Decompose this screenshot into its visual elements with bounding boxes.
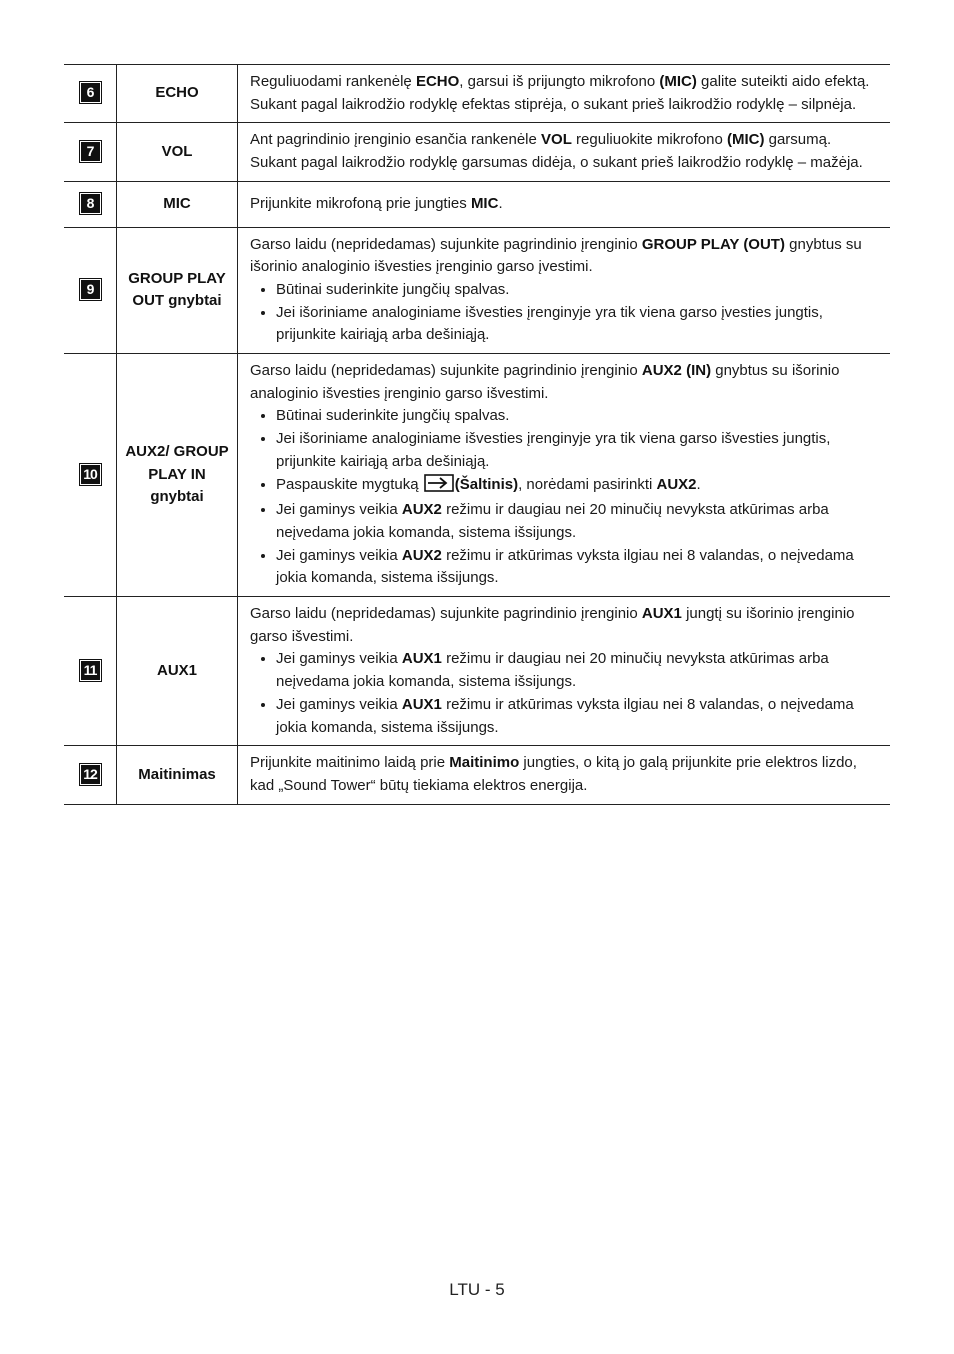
list-item: • Jei išoriniame analoginiame išvesties įrenginyje yra tik viena garso įvesties jungtis, prijunkite kairiąją arba dešiniąją. — [276, 302, 882, 347]
row-name: ECHO — [155, 84, 199, 102]
row-name: VOL — [161, 142, 193, 160]
row-name: MIC — [163, 194, 191, 212]
table-row — [64, 354, 890, 597]
row-description: Prijunkite mikrofoną prie jungties MIC. — [238, 181, 891, 227]
row-description: Reguliuodami rankenėlę ECHO, garsui iš prijungto mikrofono (MIC) galite suteikti aido efektą. Sukant pagal laikrodžio rodyklę efektas stiprėja, o sukant prieš laikrodžio rodyklę – silpnėja. — [238, 65, 891, 123]
table-row — [64, 123, 890, 181]
bullet-list — [250, 279, 882, 347]
number-badge: 11 — [81, 661, 100, 680]
row-description: Prijunkite maitinimo laidą prie Maitinimo jungties, o kitą jo galą prijunkite prie elektros lizdo, kad „Sound Tower“ būtų tiekiama elektros energija. — [238, 746, 891, 804]
bullet-list — [250, 648, 882, 739]
list-item: • Būtinai suderinkite jungčių spalvas. — [276, 279, 882, 302]
connector-table — [64, 64, 890, 805]
row-name: AUX1 — [156, 661, 197, 679]
number-badge: 9 — [81, 280, 100, 299]
list-item: • Būtinai suderinkite jungčių spalvas. — [276, 405, 882, 428]
list-item: • Jei gaminys veikia AUX1 režimu ir atkūrimas vyksta ilgiau nei 8 valandas, o neįvedama jokia komanda, sistema išsijungs. — [276, 694, 882, 739]
number-badge: 12 — [81, 765, 100, 784]
table-row — [64, 65, 890, 123]
source-input-icon — [424, 474, 454, 500]
list-item: • Jei išoriniame analoginiame išvesties įrenginyje yra tik viena garso išvesties jungtis, prijunkite kairiąją arba dešiniąją. — [276, 428, 882, 473]
number-badge: 10 — [81, 465, 100, 484]
row-description: Garso laidu (nepridedamas) sujunkite pagrindinio įrenginio AUX1 jungtį su išorinio įrenginio garso išvestimi. • Jei gaminys veikia AUX1 režimu ir daugiau nei 20 minučių nevyksta atkūrimas arba neįvedama jokia komanda, sistema išsijungs. • Jei gaminys veikia AUX1 režimu ir atkūrimas vyksta ilgiau nei 8 valandas, o neįvedama jokia komanda, sistema išsijungs. — [238, 597, 891, 746]
table-row — [64, 746, 890, 804]
row-name: GROUP PLAY OUT gnybtai — [128, 269, 226, 310]
number-badge: 7 — [81, 142, 100, 161]
table-row — [64, 597, 890, 746]
row-name: Maitinimas — [138, 765, 216, 783]
table-row — [64, 181, 890, 227]
number-badge: 8 — [81, 194, 100, 213]
list-item: • Jei gaminys veikia AUX2 režimu ir daugiau nei 20 minučių nevyksta atkūrimas arba neįvedama jokia komanda, sistema išsijungs. — [276, 499, 882, 544]
bullet-list — [250, 405, 882, 590]
row-description: Garso laidu (nepridedamas) sujunkite pagrindinio įrenginio GROUP PLAY (OUT) gnybtus su išorinio analoginio išvesties įrenginio garso įvestimi. • Būtinai suderinkite jungčių spalvas. • Jei išoriniame analoginiame išvesties įrenginyje yra tik viena garso įvesties jungtis, prijunkite kairiąją arba dešiniąją. — [238, 227, 891, 354]
list-item: • Paspauskite mygtuką (Šaltinis), norėdami pasirinkti AUX2. — [276, 474, 882, 500]
row-name: AUX2/ GROUP PLAY IN gnybtai — [125, 442, 229, 506]
number-badge: 6 — [81, 83, 100, 102]
list-item: • Jei gaminys veikia AUX1 režimu ir daugiau nei 20 minučių nevyksta atkūrimas arba neįvedama jokia komanda, sistema išsijungs. — [276, 648, 882, 693]
page-number: LTU - 5 — [449, 1280, 505, 1299]
row-description: Ant pagrindinio įrenginio esančia rankenėle VOL reguliuokite mikrofono (MIC) garsumą. Sukant pagal laikrodžio rodyklę garsumas didėja, o sukant prieš laikrodžio rodyklę – mažėja. — [238, 123, 891, 181]
row-description: Garso laidu (nepridedamas) sujunkite pagrindinio įrenginio AUX2 (IN) gnybtus su išorinio analoginio išvesties įrenginio garso išvestimi. • Būtinai suderinkite jungčių spalvas. • Jei išoriniame analoginiame išvesties įrenginyje yra tik viena garso išvesties jungtis, prijunkite kairiąją arba dešiniąją. • Paspauskite mygtuką (Šaltinis), norėdami pasirinkti AUX2. • Jei gaminys veikia AUX2 režimu ir daugiau nei 20 minučių nevyksta atkūrimas arba neįvedama jokia komanda, sistema išsijungs. • Jei gaminys veikia AUX2 režimu ir atkūrimas vyksta ilgiau nei 8 valandas, o neįvedama jokia komanda, sistema išsijungs. — [238, 354, 891, 597]
list-item: • Jei gaminys veikia AUX2 režimu ir atkūrimas vyksta ilgiau nei 8 valandas, o neįvedama jokia komanda, sistema išsijungs. — [276, 545, 882, 590]
table-row — [64, 227, 890, 354]
